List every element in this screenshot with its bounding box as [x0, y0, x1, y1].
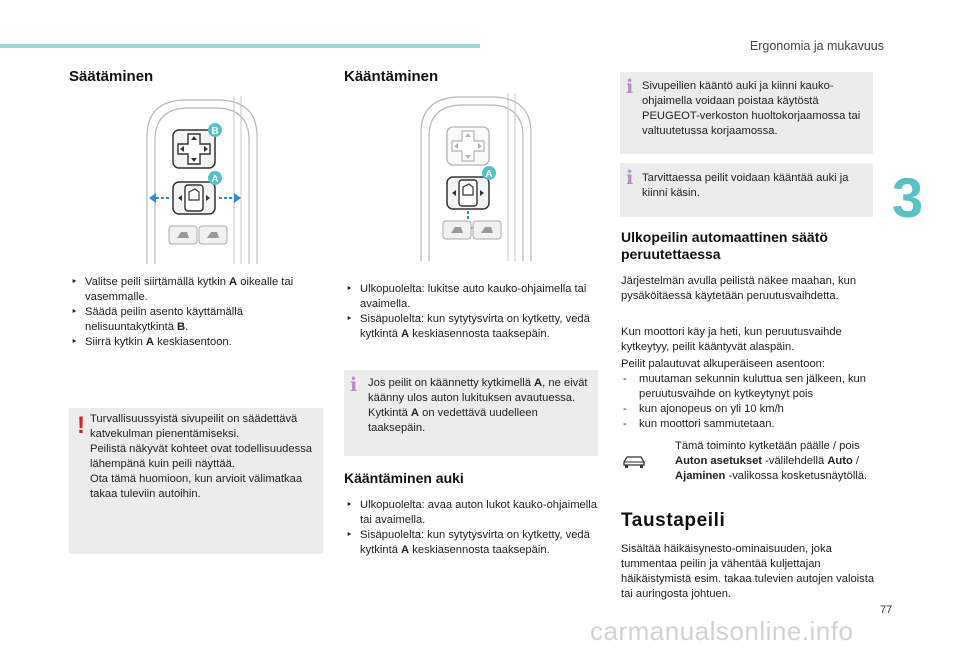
mirror-control-figure-fold — [411, 93, 541, 261]
section-title-unfold: Kääntäminen auki — [344, 470, 464, 486]
info-box-fold: i Jos peilit on käännetty kytkimellä A, ne eivät käänny ulos auton lukituksen avautuessa. Kytkintä A on vedettävä uudelleen taaksepäin. — [344, 370, 598, 456]
info-text: Sivupeilien kääntö auki ja kiinni kauko-ohjaimella voidaan poistaa käytöstä PEUGEOT-verkoston huoltokorjaamossa tai valtuutetussa korjaamossa. — [642, 80, 861, 137]
page-number: 77 — [880, 604, 893, 616]
section-title-auto-tilt: Ulkopeilin automaattinen säätö peruutettaessa — [621, 229, 828, 262]
warning-text-2: Peilistä näkyvät kohteet ovat todellisuudessa lähempänä kuin peili näyttää. — [90, 443, 313, 470]
running-title: Ergonomia ja mukavuus — [749, 39, 884, 53]
list-item: - kun ajonopeus on yli 10 km/h — [621, 402, 876, 417]
rearview-mirror-description: Sisältää häikäisynesto-ominaisuuden, joka tummentaa peilin ja vähentää kuljettajan häikäistymistä esim. takaa tulevien autojen valoista tai auringosta johtuen. — [621, 543, 875, 600]
fold-steps — [344, 282, 600, 342]
figure-label-b: B — [211, 126, 219, 137]
auto-tilt-description: Kun moottori käy ja heti, kun peruutusvaihde kytkeytyy, peilit kääntyvät alaspäin. — [621, 326, 842, 353]
unfold-steps — [344, 498, 600, 558]
arrow-left-icon — [149, 193, 169, 203]
list-item: - muutaman sekunnin kuluttua sen jälkeen, kun peruutusvaihde on kytkeytynyt pois — [621, 372, 876, 402]
list-item: ‣ Sisäpuolelta: kun sytytysvirta on kytketty, vedä kytkintä A keskiasennosta taaksepäin. — [344, 312, 600, 342]
list-item: ‣ Sisäpuolelta: kun sytytysvirta on kytketty, vedä kytkintä A keskiasennosta taaksepäin. — [344, 528, 600, 558]
section-title-fold: Kääntäminen — [344, 68, 439, 85]
list-item: ‣ Säädä peilin asento käyttämällä nelisuuntakytkintä B. — [69, 305, 319, 335]
mirror-control-figure-adjust — [137, 96, 267, 264]
adjust-steps — [69, 275, 319, 350]
header-accent-bar — [0, 44, 480, 48]
setting-note: Tämä toiminto kytketään päälle / pois Auton asetukset -välilehdellä Auto / Ajaminen -valikossa kosketusnäytöllä. — [675, 440, 868, 482]
restore-conditions — [621, 372, 876, 432]
section-title-adjust: Säätäminen — [69, 68, 154, 85]
info-icon: i — [626, 76, 634, 98]
list-item: ‣ Ulkopuolelta: avaa auton lukot kauko-ohjaimella tai avaimella. — [344, 498, 600, 528]
figure-label-a: A — [211, 174, 219, 185]
list-item: ‣ Valitse peili siirtämällä kytkin A oikealle tai vasemmalle. — [69, 275, 319, 305]
info-text: Tarvittaessa peilit voidaan kääntää auki ja kiinni käsin. — [642, 172, 849, 199]
arrow-right-icon — [219, 193, 241, 203]
warning-text-3: Ota tämä huomioon, kun arvioit välimatkaa takaa tuleviin autoihin. — [90, 473, 303, 500]
warning-icon: ! — [77, 412, 85, 439]
info-box-deactivate — [620, 72, 873, 154]
list-item: ‣ Siirrä kytkin A keskiasentoon. — [69, 335, 319, 350]
figure-label-a: A — [485, 169, 493, 180]
auto-tilt-restore-title: Peilit palautuvat alkuperäiseen asentoon: — [621, 358, 826, 370]
section-title-rearview-mirror: Taustapeili — [621, 510, 726, 531]
info-icon: i — [350, 374, 358, 396]
list-item: ‣ Ulkopuolelta: lukitse auto kauko-ohjaimella tai avaimella. — [344, 282, 600, 312]
car-icon — [621, 452, 647, 472]
info-box-manual — [620, 163, 873, 217]
warning-text-1: Turvallisuussyistä sivupeilit on säädettävä katvekulman pienentämiseksi. — [90, 413, 298, 440]
watermark: carmanualsonline.info — [590, 616, 854, 646]
chapter-number: 3 — [892, 166, 924, 229]
auto-tilt-intro: Järjestelmän avulla peilistä näkee maahan, kun pysäköitäessä käytetään peruutusvaihdetta. — [621, 275, 857, 302]
info-icon: i — [626, 167, 634, 189]
list-item: - kun moottori sammutetaan. — [621, 417, 876, 432]
warning-box — [69, 408, 323, 554]
